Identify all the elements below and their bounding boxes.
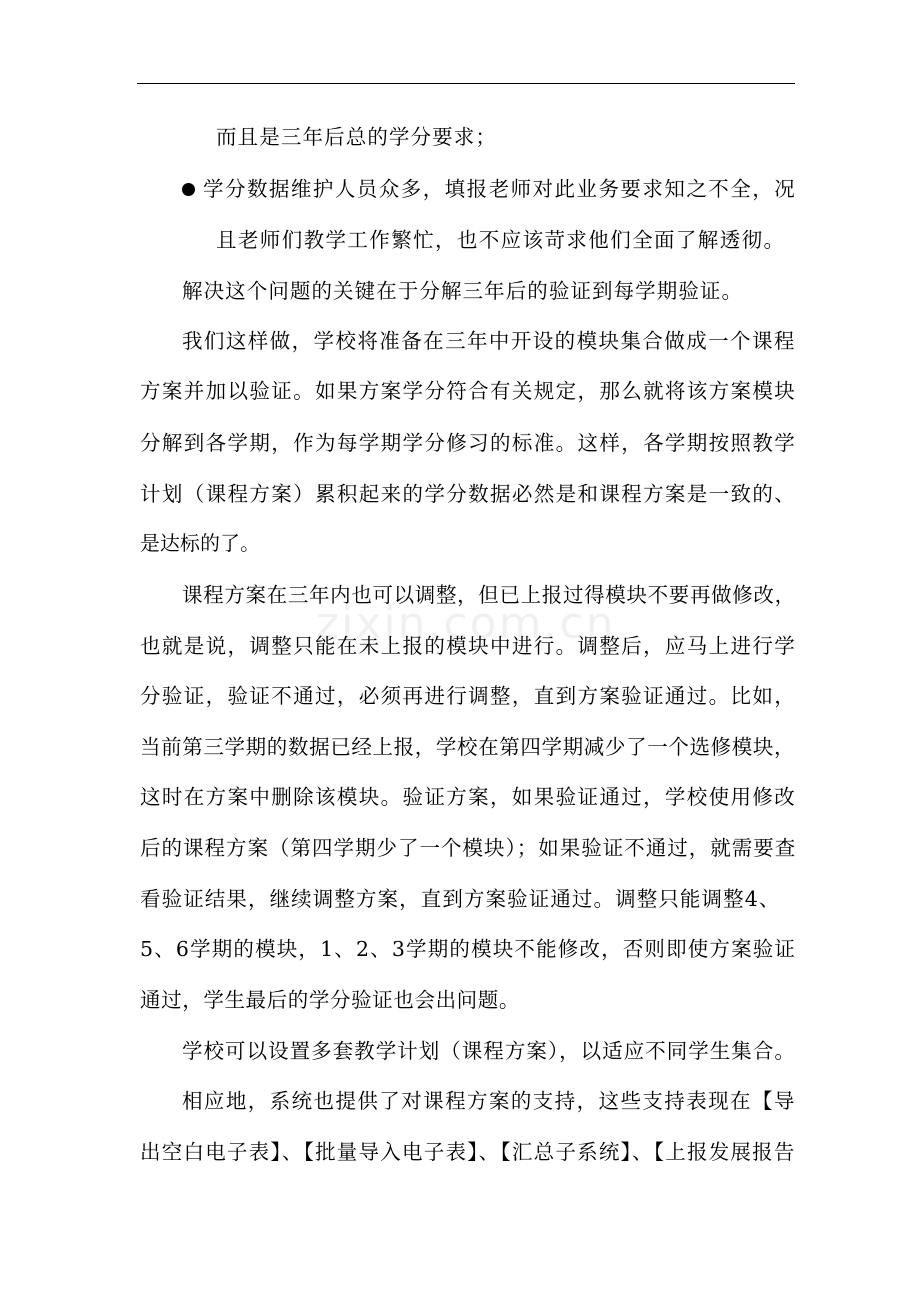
text-line-21: 出空白电子表】、【批量导入电子表】、【汇总子系统】、【上报发展报告	[140, 1140, 796, 1164]
header-rule	[137, 83, 795, 84]
text-line-13: 当前第三学期的数据已经上报，学校在第四学期减少了一个选修模块，	[140, 735, 796, 759]
text-line-1: 而且是三年后总的学分要求；	[216, 125, 498, 149]
text-line-17: 5、6学期的模块，1、2、3学期的模块不能修改，否则即使方案验证	[140, 937, 797, 961]
text-line-19: 学校可以设置多套教学计划（课程方案），以适应不同学生集合。	[182, 1039, 796, 1063]
bullet-line-2: 且老师们教学工作繁忙，也不应该苛求他们全面了解透彻。	[216, 228, 786, 252]
text-line-6: 方案并加以验证。如果方案学分符合有关规定，那么就将该方案模块	[140, 379, 797, 403]
watermark: zixin.com.cn	[316, 598, 616, 649]
text-line-16: 看验证结果，继续调整方案，直到方案验证通过。调整只能调整4、	[140, 887, 781, 911]
text-line-9: 是达标的了。	[140, 532, 261, 555]
text-line-11: 也就是说，调整只能在未上报的模块中进行。调整后，应马上进行学	[140, 634, 797, 658]
text-line-12: 分验证，验证不通过，必须再进行调整，直到方案验证通过。比如，	[140, 684, 797, 708]
text-line-14: 这时在方案中删除该模块。验证方案，如果验证通过，学校使用修改	[140, 785, 797, 809]
bullet-icon	[182, 183, 195, 196]
text-line-4: 解决这个问题的关键在于分解三年后的验证到每学期验证。	[182, 279, 744, 303]
text-line-15: 后的课程方案（第四学期少了一个模块）；如果验证不通过，就需要查	[140, 836, 797, 860]
text-line-5: 我们这样做，学校将准备在三年中开设的模块集合做成一个课程	[182, 329, 796, 353]
bullet-text-1: 学分数据维护人员众多，填报老师对此业务要求知之不全，况	[203, 177, 797, 201]
text-line-7: 分解到各学期，作为每学期学分修习的标准。这样，各学期按照教学	[140, 431, 797, 455]
text-line-8: 计划（课程方案）累积起来的学分数据必然是和课程方案是一致的、	[140, 482, 797, 506]
text-line-18: 通过，学生最后的学分验证也会出问题。	[140, 988, 521, 1012]
text-line-20: 相应地，系统也提供了对课程方案的支持，这些支持表现在【导	[182, 1089, 796, 1113]
text-line-10: 课程方案在三年内也可以调整，但已上报过得模块不要再做修改，	[182, 583, 796, 607]
bullet-line-1	[182, 174, 796, 204]
